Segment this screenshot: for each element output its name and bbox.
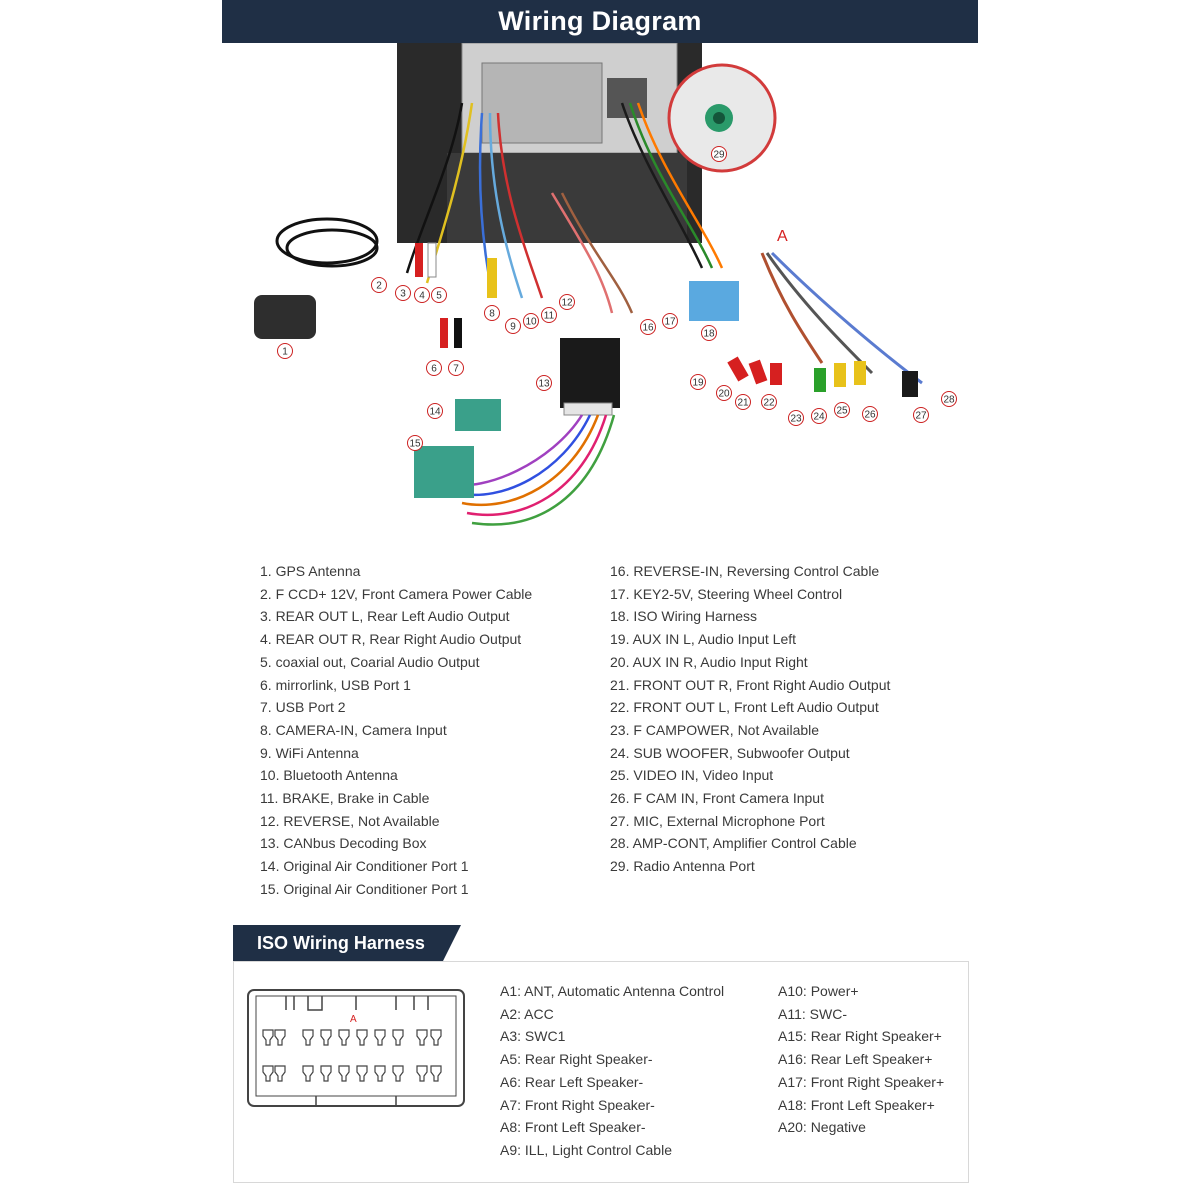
ac-connector-14 (455, 399, 501, 431)
gps-antenna (254, 219, 377, 339)
callout-6 (427, 361, 442, 376)
legend-item: 14. Original Air Conditioner Port 1 (260, 858, 469, 875)
svg-text:24: 24 (813, 411, 825, 423)
svg-text:26: 26 (864, 409, 876, 421)
svg-text:23: 23 (790, 413, 802, 425)
iso-pin-item: A9: ILL, Light Control Cable (500, 1141, 672, 1158)
legend-item: 13. CANbus Decoding Box (260, 835, 427, 852)
svg-text:25: 25 (836, 405, 848, 417)
svg-text:21: 21 (737, 397, 749, 409)
svg-text:22: 22 (763, 397, 775, 409)
legend-column-1 (260, 560, 532, 901)
legend-item: 6. mirrorlink, USB Port 1 (260, 676, 411, 693)
legend-item: 21. FRONT OUT R, Front Right Audio Output (610, 676, 891, 693)
svg-text:27: 27 (915, 410, 927, 422)
callout-28 (942, 392, 957, 407)
legend-item: 5. coaxial out, Coarial Audio Output (260, 653, 480, 670)
iso-pin-item: A1: ANT, Automatic Antenna Control (500, 983, 725, 999)
callout-2 (372, 278, 387, 293)
callout-18 (702, 326, 717, 341)
legend-item: 20. AUX IN R, Audio Input Right (610, 653, 808, 670)
iso-pin-list-2 (778, 980, 944, 1139)
callout-10 (524, 314, 539, 329)
svg-text:16: 16 (642, 322, 654, 334)
svg-text:17: 17 (664, 316, 676, 328)
legend-item: 23. F CAMPOWER, Not Available (610, 721, 820, 738)
svg-text:18: 18 (703, 328, 715, 340)
callout-29 (712, 147, 727, 162)
iso-pin-item: A20: Negative (778, 1119, 866, 1136)
callout-17 (663, 314, 678, 329)
legend-column-2 (610, 560, 890, 878)
legend-item: 3. REAR OUT L, Rear Left Audio Output (260, 608, 510, 625)
svg-text:29: 29 (713, 149, 725, 161)
iso-pin-item: A5: Rear Right Speaker- (500, 1051, 653, 1068)
legend-item: 12. REVERSE, Not Available (260, 812, 440, 829)
iso-pin-item: A18: Front Left Speaker+ (778, 1096, 935, 1113)
legend-item: 26. F CAM IN, Front Camera Input (610, 790, 824, 807)
svg-text:9: 9 (510, 321, 516, 333)
head-unit (397, 43, 702, 243)
callout-9 (506, 319, 521, 334)
callout-27 (914, 408, 929, 423)
iso-pin-item: A3: SWC1 (500, 1028, 566, 1045)
legend-item: 17. KEY2-5V, Steering Wheel Control (610, 585, 843, 602)
svg-text:13: 13 (538, 378, 550, 390)
legend-item: 16. REVERSE-IN, Reversing Control Cable (610, 563, 880, 579)
iso-pin-item: A15: Rear Right Speaker+ (778, 1028, 942, 1045)
svg-text:15: 15 (409, 438, 421, 450)
iso-pin-list-1 (500, 980, 724, 1162)
callout-4 (415, 288, 430, 303)
legend-item: 8. CAMERA-IN, Camera Input (260, 721, 447, 738)
svg-text:12: 12 (561, 297, 573, 309)
svg-text:6: 6 (431, 363, 437, 375)
legend-item: 29. Radio Antenna Port (610, 858, 755, 875)
callout-3 (396, 286, 411, 301)
svg-text:7: 7 (453, 363, 459, 375)
svg-text:1: 1 (282, 346, 288, 358)
callout-25 (835, 403, 850, 418)
iso-connector-blue (689, 281, 739, 321)
callout-16 (641, 320, 656, 335)
svg-text:5: 5 (436, 290, 442, 302)
svg-text:11: 11 (543, 310, 555, 322)
iso-pin-item: A16: Rear Left Speaker+ (778, 1051, 933, 1068)
legend-item: 24. SUB WOOFER, Subwoofer Output (610, 744, 850, 761)
canbus-box (560, 338, 620, 415)
callout-7 (449, 361, 464, 376)
callout-13 (537, 376, 552, 391)
iso-connector-pinout (246, 988, 466, 1108)
page-title: Wiring Diagram (222, 0, 978, 43)
svg-text:2: 2 (376, 280, 382, 292)
callout-26 (863, 407, 878, 422)
svg-text:3: 3 (400, 288, 406, 300)
svg-text:10: 10 (525, 316, 537, 328)
callout-22 (762, 395, 777, 410)
rca-group-a (727, 228, 922, 397)
legend-item: 15. Original Air Conditioner Port 1 (260, 880, 469, 897)
svg-text:19: 19 (692, 377, 704, 389)
callout-5 (432, 288, 447, 303)
callout-21 (736, 395, 751, 410)
callout-19 (691, 375, 706, 390)
group-a-label: A (777, 228, 788, 245)
legend-item: 25. VIDEO IN, Video Input (610, 767, 774, 784)
callout-20 (717, 386, 732, 401)
svg-text:14: 14 (429, 406, 441, 418)
callout-14 (428, 404, 443, 419)
connector-a-label: A (350, 1014, 357, 1025)
legend-item: 10. Bluetooth Antenna (260, 767, 398, 784)
legend-item: 7. USB Port 2 (260, 699, 346, 716)
legend-item: 28. AMP-CONT, Amplifier Control Cable (610, 835, 857, 852)
svg-text:20: 20 (718, 388, 730, 400)
legend-item: 27. MIC, External Microphone Port (610, 812, 825, 829)
callout-24 (812, 409, 827, 424)
iso-pin-item: A8: Front Left Speaker- (500, 1119, 646, 1136)
svg-text:4: 4 (419, 290, 425, 302)
legend-item: 1. GPS Antenna (260, 563, 361, 579)
callout-15 (408, 436, 423, 451)
ac-harness (452, 415, 614, 525)
legend-item: 11. BRAKE, Brake in Cable (260, 790, 430, 807)
legend-item: 4. REAR OUT R, Rear Right Audio Output (260, 631, 522, 648)
callout-11 (542, 308, 557, 323)
callout-8 (485, 306, 500, 321)
wiring-diagram (222, 43, 978, 550)
callout-1 (278, 344, 293, 359)
iso-section-title: ISO Wiring Harness (233, 925, 443, 961)
ac-connector-15 (414, 446, 474, 498)
callout-23 (789, 411, 804, 426)
legend-item: 22. FRONT OUT L, Front Left Audio Output (610, 699, 879, 716)
iso-pin-item: A10: Power+ (778, 983, 859, 999)
svg-text:28: 28 (943, 394, 955, 406)
iso-pin-item: A6: Rear Left Speaker- (500, 1073, 644, 1090)
legend-item: 9. WiFi Antenna (260, 744, 359, 761)
component-legend (260, 560, 960, 900)
svg-text:8: 8 (489, 308, 495, 320)
iso-pin-item: A2: ACC (500, 1005, 554, 1022)
legend-item: 18. ISO Wiring Harness (610, 608, 758, 625)
iso-pin-item: A11: SWC- (778, 1005, 847, 1022)
iso-pin-item: A7: Front Right Speaker- (500, 1096, 655, 1113)
callout-12 (560, 295, 575, 310)
iso-pin-item: A17: Front Right Speaker+ (778, 1073, 945, 1090)
legend-item: 19. AUX IN L, Audio Input Left (610, 631, 797, 648)
legend-item: 2. F CCD+ 12V, Front Camera Power Cable (260, 585, 533, 602)
